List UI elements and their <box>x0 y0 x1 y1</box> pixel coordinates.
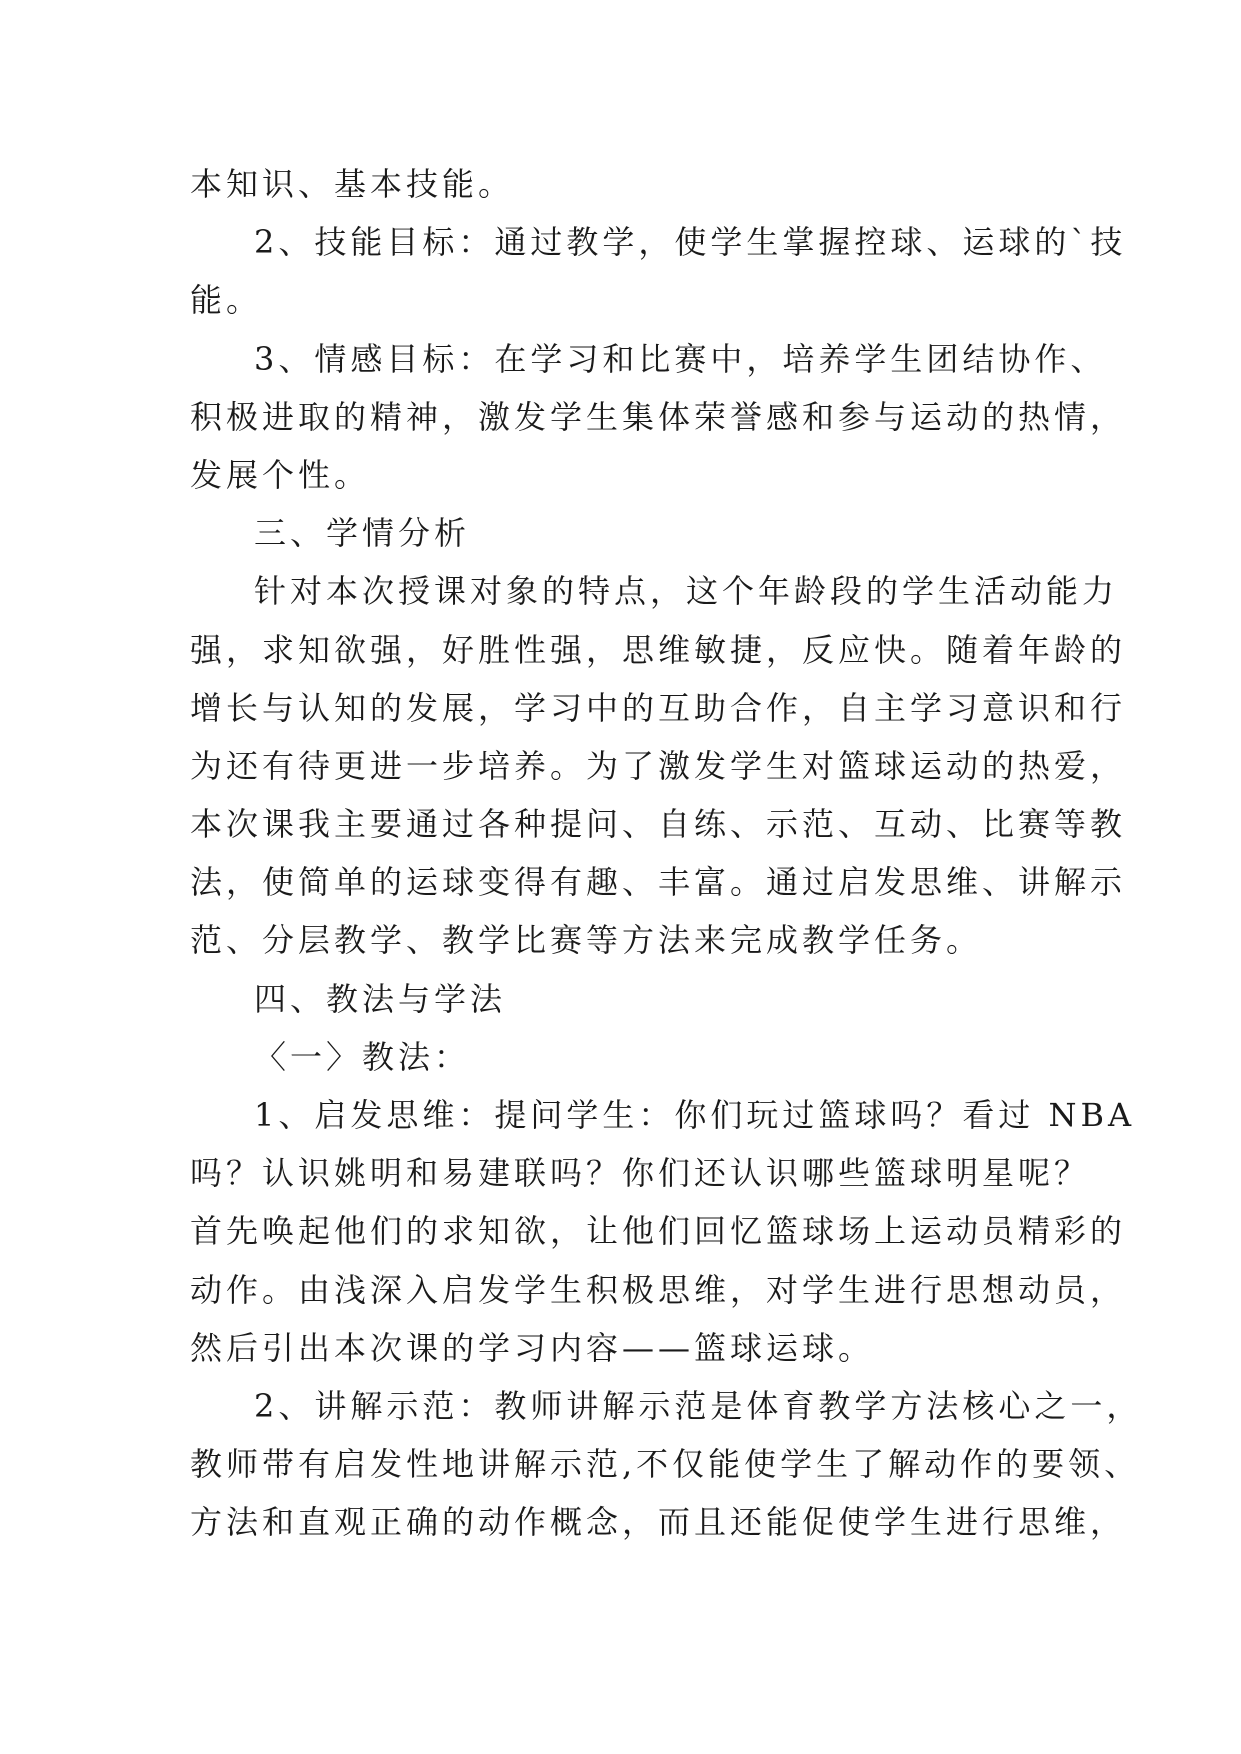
text-line: 动作。由浅深入启发学生积极思维，对学生进行思想动员， <box>190 1270 1127 1309</box>
text-line: 范、分层教学、教学比赛等方法来完成教学任务。 <box>190 921 983 960</box>
subsection-heading: 〈一〉教法： <box>254 1037 471 1076</box>
section-heading: 四、教法与学法 <box>254 979 507 1018</box>
section-heading: 三、学情分析 <box>254 514 471 553</box>
text-line: 本知识、基本技能。 <box>190 165 515 203</box>
text-line: 积极进取的精神，激发学生集体荣誉感和参与运动的热情， <box>190 397 1127 436</box>
text-line: 能。 <box>190 281 263 320</box>
text-line: 强，求知欲强，好胜性强，思维敏捷，反应快。随着年龄的 <box>190 630 1127 669</box>
text-line: 然后引出本次课的学习内容——篮球运球。 <box>190 1328 875 1367</box>
text-line: 方法和直观正确的动作概念，而且还能促使学生进行思维， <box>190 1503 1127 1542</box>
text-line: 增长与认知的发展，学习中的互助合作，自主学习意识和行 <box>190 688 1127 727</box>
text-line: 1、启发思维：提问学生：你们玩过篮球吗？看过 NBA <box>254 1096 1136 1134</box>
text-line: 针对本次授课对象的特点，这个年龄段的学生活动能力 <box>254 572 1119 611</box>
text-line: 吗？认识姚明和易建联吗？你们还认识哪些篮球明星呢？ <box>190 1154 1091 1193</box>
text-line: 3、情感目标：在学习和比赛中，培养学生团结协作、 <box>254 339 1107 378</box>
text-line: 发展个性。 <box>190 455 371 494</box>
text-line: 2、技能目标：通过教学，使学生掌握控球、运球的`技 <box>254 223 1127 262</box>
text-line: 教师带有启发性地讲解示范,不仅能使学生了解动作的要领、 <box>190 1445 1141 1484</box>
document-body <box>190 155 1143 1552</box>
text-line: 2、讲解示范：教师讲解示范是体育教学方法核心之一， <box>254 1386 1143 1425</box>
text-line: 首先唤起他们的求知欲，让他们回忆篮球场上运动员精彩的 <box>190 1212 1127 1251</box>
text-line: 为还有待更进一步培养。为了激发学生对篮球运动的热爱， <box>190 746 1127 785</box>
text-line: 本次课我主要通过各种提问、自练、示范、互动、比赛等教 <box>190 805 1127 844</box>
text-line: 法，使简单的运球变得有趣、丰富。通过启发思维、讲解示 <box>190 863 1127 902</box>
